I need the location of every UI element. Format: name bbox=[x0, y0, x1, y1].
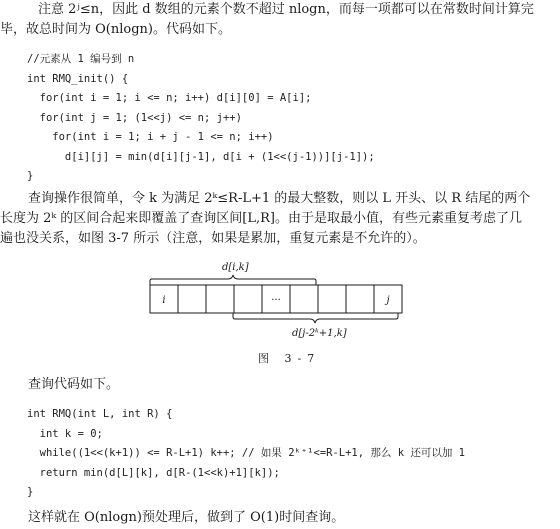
array-cell-label: ··· bbox=[271, 295, 281, 306]
code-line: for(int j = 1; (1<<j) <= n; j++) bbox=[27, 111, 242, 124]
code-line: } bbox=[27, 170, 34, 182]
code-line: for(int i = 1; i + j - 1 <= n; i++) bbox=[27, 131, 274, 143]
paragraph-query-line2: 长度为 2ᵏ 的区间合起来即覆盖了查询区间[L,R]。由于是取最小值，有些元素重复考虑了几 bbox=[0, 211, 522, 226]
array-cell bbox=[234, 285, 262, 313]
paragraph-query-line3: 遍也没关系，如图 3-7 所示（注意，如果是累加，重复元素是不允许的）。 bbox=[0, 231, 426, 246]
figure-bottom-label: d[j-2ᵏ+1,k] bbox=[292, 328, 347, 339]
array-cell bbox=[318, 285, 346, 313]
figure-caption: 图 3-7 bbox=[258, 352, 321, 365]
figure-cells bbox=[150, 285, 402, 313]
array-cell bbox=[178, 285, 206, 313]
code-line: } bbox=[27, 486, 34, 498]
figure-top-label: d[i,k] bbox=[222, 262, 249, 273]
code-block-rmq-init bbox=[0, 50, 560, 187]
paragraph-intro-line2: 毕，故总时间为 O(nlogn)。代码如下。 bbox=[0, 22, 231, 37]
paragraph-query-code-intro: 查询代码如下。 bbox=[28, 377, 120, 392]
figure-top-brace bbox=[150, 275, 316, 285]
code-line: int RMQ(int L, int R) { bbox=[27, 408, 173, 420]
array-cell-label: j bbox=[386, 295, 390, 306]
array-cell bbox=[290, 285, 318, 313]
code-line: for(int i = 1; i <= n; i++) d[i][0] = A[i]; bbox=[27, 92, 312, 104]
code-comment: //元素从 1 编号到 n bbox=[27, 53, 135, 65]
code-block-rmq bbox=[0, 405, 560, 503]
code-line: int k = 0; bbox=[27, 427, 103, 440]
array-cell bbox=[346, 285, 374, 313]
code-line: return min(d[L][k], d[R-(1<<k)+1][k]); bbox=[27, 466, 280, 479]
figure-3-7 bbox=[0, 255, 560, 355]
paragraph-query-line1: 查询操作很简单，令 k 为满足 2ᵏ≤R-L+1 的最大整数，则以 L 开头、以 R 结尾的两个 bbox=[28, 191, 531, 206]
code-line: int RMQ_init() { bbox=[27, 72, 129, 85]
figure-bottom-brace bbox=[233, 313, 398, 323]
array-cell bbox=[206, 285, 234, 313]
array-cell-label: i bbox=[162, 295, 166, 306]
code-line: d[i][j] = min(d[i][j-1], d[i + (1<<(j-1))][j-1]); bbox=[27, 150, 375, 163]
paragraph-conclusion: 这样就在 O(nlogn)预处理后，做到了 O(1)时间查询。 bbox=[28, 510, 345, 525]
paragraph-intro-line1: 注意 2ʲ≤n，因此 d 数组的元素个数不超过 nlogn，而每一项都可以在常数时间计算完 bbox=[38, 2, 534, 17]
code-line: while((1<<(k+1)) <= R-L+1) k++; // 如果 2ᵏ⁺¹<=R-L+1, 那么 k 还可以加 1 bbox=[27, 447, 466, 459]
